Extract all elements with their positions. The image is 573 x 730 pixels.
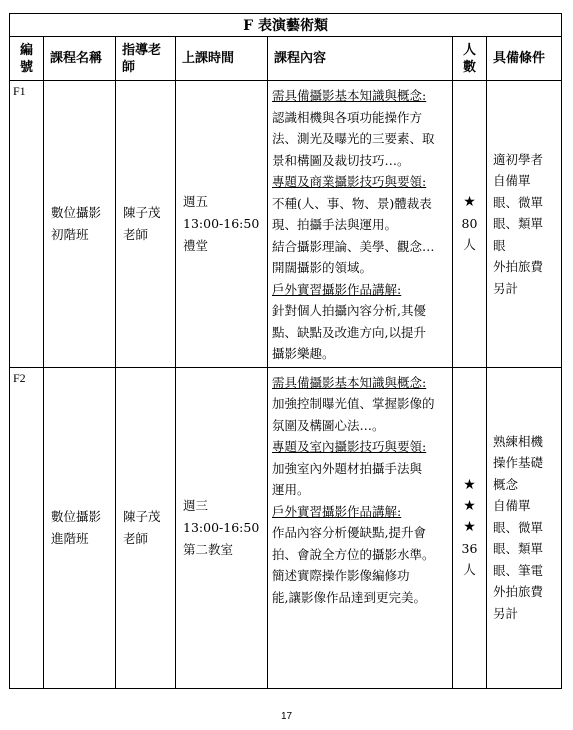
content-line: 加強控制曝光值、掌握影像的 <box>272 396 435 411</box>
requirement-line: 另計 <box>493 605 519 621</box>
course-time: 週五 13:00-16:50 禮堂 <box>176 81 268 368</box>
requirement-line: 眼、類單 <box>493 541 544 557</box>
course-name: 數位攝影 初階班 <box>44 81 116 368</box>
content-heading: 需具備攝影基本知識與概念: <box>272 88 427 103</box>
course-teacher: 陳子茂 老師 <box>116 81 176 368</box>
count-text: 人 <box>463 237 476 253</box>
content-heading: 戶外實習攝影作品講解: <box>272 281 402 297</box>
content-line: 開闊攝影的領域。 <box>272 260 373 275</box>
content-heading: 戶外實習攝影作品講解: <box>272 503 402 519</box>
course-requirements <box>487 367 562 688</box>
star-icon: ★ <box>463 519 476 535</box>
header-requirements: 具備條件 <box>487 37 562 81</box>
course-requirements <box>487 81 562 368</box>
requirement-line: 眼、微單 <box>493 194 544 210</box>
content-line: 景和構圖及裁切技巧…。 <box>272 152 410 168</box>
requirement-line: 外拍旅費 <box>493 259 544 274</box>
course-name: 數位攝影 進階班 <box>44 367 116 688</box>
header-content: 課程內容 <box>268 37 453 81</box>
content-heading: 專題及商業攝影技巧與要領: <box>272 174 427 189</box>
content-line: 簡述實際操作影像編修功 <box>272 568 410 583</box>
requirement-line: 另計 <box>493 280 519 296</box>
content-line: 不種(人、事、物、景)體裁表 <box>272 195 432 211</box>
header-name: 課程名稱 <box>44 37 116 81</box>
content-line: 運用。 <box>272 482 310 497</box>
header-teacher: 指導老 師 <box>116 37 176 81</box>
count-text: 80 <box>461 216 478 232</box>
course-time: 週三 13:00-16:50 第二教室 <box>176 367 268 688</box>
course-teacher: 陳子茂 老師 <box>116 367 176 688</box>
star-icon: ★ <box>463 498 476 514</box>
requirement-line: 概念 <box>493 476 519 492</box>
content-line: 作品內容分析優缺點,提升會 <box>272 525 426 540</box>
requirement-line: 眼 <box>493 237 506 253</box>
content-line: 認識相機與各項功能操作方 <box>272 109 423 125</box>
requirement-line: 熟練相機 <box>493 433 544 449</box>
course-count <box>453 81 487 368</box>
star-icon: ★ <box>463 477 476 493</box>
header-count: 人 數 <box>453 37 487 81</box>
requirement-line: 眼、類單 <box>493 216 544 231</box>
header-row <box>10 37 562 81</box>
table-row <box>10 367 562 688</box>
requirement-line: 外拍旅費 <box>493 584 544 600</box>
content-line: 攝影樂趣。 <box>272 346 335 361</box>
requirement-line: 操作基礎 <box>493 455 544 471</box>
content-line: 加強室內外題材拍攝手法與 <box>272 460 423 476</box>
table-row <box>10 81 562 368</box>
requirement-line: 適初學者 <box>493 151 544 167</box>
count-text: 人 <box>463 562 476 577</box>
requirement-line: 眼、筆電 <box>493 562 544 578</box>
course-content <box>268 367 453 688</box>
content-line: 能,讓影像作品達到更完美。 <box>272 589 426 605</box>
content-line: 針對個人拍攝內容分析,其優 <box>272 303 426 318</box>
content-line: 點、缺點及改進方向,以提升 <box>272 324 426 340</box>
content-heading: 需具備攝影基本知識與概念: <box>272 374 427 390</box>
content-line: 現、拍攝手法與運用。 <box>272 217 398 232</box>
requirement-line: 自備單 <box>493 173 531 188</box>
table-title: F 表演藝術類 <box>10 14 562 37</box>
course-code: F1 <box>10 81 44 368</box>
content-line: 拍、會說全方位的攝影水準。 <box>272 546 435 562</box>
course-table <box>9 13 562 689</box>
content-line: 結合攝影理論、美學、觀念… <box>272 238 435 254</box>
content-heading: 專題及室內攝影技巧與要領: <box>272 439 427 454</box>
star-icon: ★ <box>463 194 476 211</box>
header-time: 上課時間 <box>176 37 268 81</box>
page-number: 17 <box>280 711 293 722</box>
course-count <box>453 367 487 688</box>
course-content <box>268 81 453 368</box>
requirement-line: 自備單 <box>493 498 531 514</box>
content-line: 法、測光及曝光的三要素、取 <box>272 131 435 146</box>
count-text: 36 <box>461 541 478 556</box>
header-no: 編 號 <box>10 37 44 81</box>
course-code: F2 <box>10 367 44 688</box>
requirement-line: 眼、微單 <box>493 519 544 535</box>
content-line: 氛圍及構圖心法…。 <box>272 417 385 433</box>
